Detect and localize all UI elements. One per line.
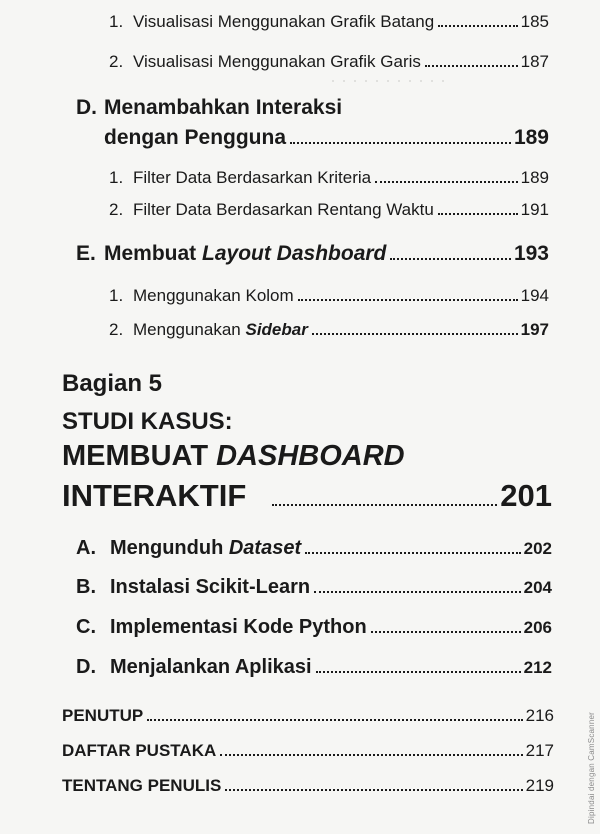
entry-page: 204 — [523, 578, 552, 597]
entry-letter: A. — [76, 537, 96, 559]
dot-leader — [312, 333, 518, 335]
entry-page: 217 — [525, 741, 554, 760]
section-title-line1: Menambahkan Interaksi — [104, 96, 343, 119]
show-through-text: · · · · · · · · · · · — [330, 70, 446, 90]
part-title-line2 — [62, 440, 405, 473]
toc-entry[interactable] — [76, 537, 552, 560]
entry-label: Implementasi Kode Python — [110, 616, 367, 638]
entry-label: Instalasi Scikit-Learn — [110, 576, 311, 598]
entry-page: 216 — [525, 706, 554, 725]
dot-leader — [305, 552, 521, 554]
entry-letter: B. — [76, 576, 96, 598]
dot-leader — [220, 754, 522, 756]
dot-leader — [298, 299, 518, 301]
part-label: Bagian 5 — [62, 370, 163, 397]
dot-leader — [316, 671, 521, 673]
entry-page: 191 — [520, 200, 549, 219]
entry-page: 194 — [520, 286, 549, 305]
scanner-watermark: Dipindai dengan CamScanner — [587, 712, 596, 824]
part-page: 201 — [500, 478, 552, 513]
dot-leader — [290, 142, 511, 144]
entry-number: 1. — [109, 286, 124, 305]
section-heading[interactable] — [76, 96, 342, 120]
dot-leader — [438, 213, 518, 215]
entry-label-italic: Sidebar — [245, 320, 308, 339]
dot-leader — [371, 631, 521, 633]
entry-label: TENTANG PENULIS — [62, 776, 222, 795]
entry-label-italic: Dataset — [228, 537, 302, 559]
dot-leader — [375, 181, 518, 183]
part-title-line2-text: MEMBUAT — [62, 440, 217, 472]
entry-page: 219 — [525, 776, 554, 795]
toc-entry[interactable] — [109, 168, 549, 188]
toc-entry[interactable] — [76, 656, 552, 679]
entry-label-text: Menggunakan — [133, 320, 246, 339]
toc-entry[interactable] — [62, 706, 554, 726]
section-letter: D. — [76, 96, 97, 119]
section-page: 193 — [513, 242, 549, 265]
section-heading[interactable] — [104, 126, 549, 150]
section-title-text: Membuat — [104, 242, 203, 265]
toc-entry[interactable] — [62, 776, 554, 796]
entry-label: Filter Data Berdasarkan Rentang Waktu — [133, 200, 434, 219]
entry-page: 197 — [520, 320, 549, 339]
entry-number: 1. — [109, 168, 124, 187]
part-title-line2-italic: DASHBOARD — [216, 440, 405, 472]
dot-leader — [425, 65, 518, 67]
dot-leader — [314, 591, 521, 593]
section-title — [104, 242, 386, 266]
toc-entry[interactable] — [109, 200, 549, 220]
entry-number: 2. — [109, 320, 124, 339]
section-page: 189 — [513, 126, 549, 149]
toc-entry[interactable] — [76, 576, 552, 599]
section-title-italic: Layout Dashboard — [202, 242, 387, 265]
toc-entry[interactable] — [62, 741, 554, 761]
entry-page: 187 — [520, 52, 549, 71]
entry-label — [110, 537, 301, 560]
toc-entry[interactable] — [109, 320, 549, 340]
entry-label: DAFTAR PUSTAKA — [62, 741, 217, 760]
dot-leader — [147, 719, 522, 721]
entry-label — [133, 286, 294, 306]
entry-number: 2. — [109, 52, 124, 71]
entry-label: Visualisasi Menggunakan Grafik Batang — [133, 12, 435, 31]
entry-page: 202 — [523, 539, 552, 558]
part-title-line3: INTERAKTIF — [62, 478, 247, 513]
section-title-line2: dengan Pengguna — [104, 126, 287, 149]
section-letter: E. — [76, 242, 96, 265]
entry-letter: C. — [76, 616, 96, 638]
dot-leader — [272, 504, 497, 506]
entry-label: Visualisasi Menggunakan Grafik Garis — [133, 52, 421, 71]
entry-page: 189 — [520, 168, 549, 187]
entry-page: 212 — [523, 658, 552, 677]
toc-entry[interactable] — [109, 52, 549, 72]
entry-letter: D. — [76, 656, 96, 678]
toc-entry[interactable] — [76, 616, 552, 639]
entry-label: Filter Data Berdasarkan Kriteria — [133, 168, 372, 187]
dot-leader — [225, 789, 522, 791]
entry-label: Menjalankan Aplikasi — [110, 656, 312, 678]
entry-page: 206 — [523, 618, 552, 637]
part-heading[interactable] — [62, 478, 552, 514]
toc-entry[interactable] — [109, 12, 549, 32]
section-heading[interactable] — [76, 242, 549, 266]
part-title-line1: STUDI KASUS: — [62, 408, 233, 435]
entry-page: 185 — [520, 12, 549, 31]
entry-label — [133, 320, 308, 340]
entry-number: 2. — [109, 200, 124, 219]
toc-entry[interactable] — [109, 286, 549, 306]
entry-label-text: Mengunduh — [110, 537, 229, 559]
entry-label-text: Menggunakan Kolom — [133, 286, 294, 305]
entry-number: 1. — [109, 12, 124, 31]
entry-label: PENUTUP — [62, 706, 144, 725]
dot-leader — [438, 25, 517, 27]
dot-leader — [390, 258, 511, 260]
